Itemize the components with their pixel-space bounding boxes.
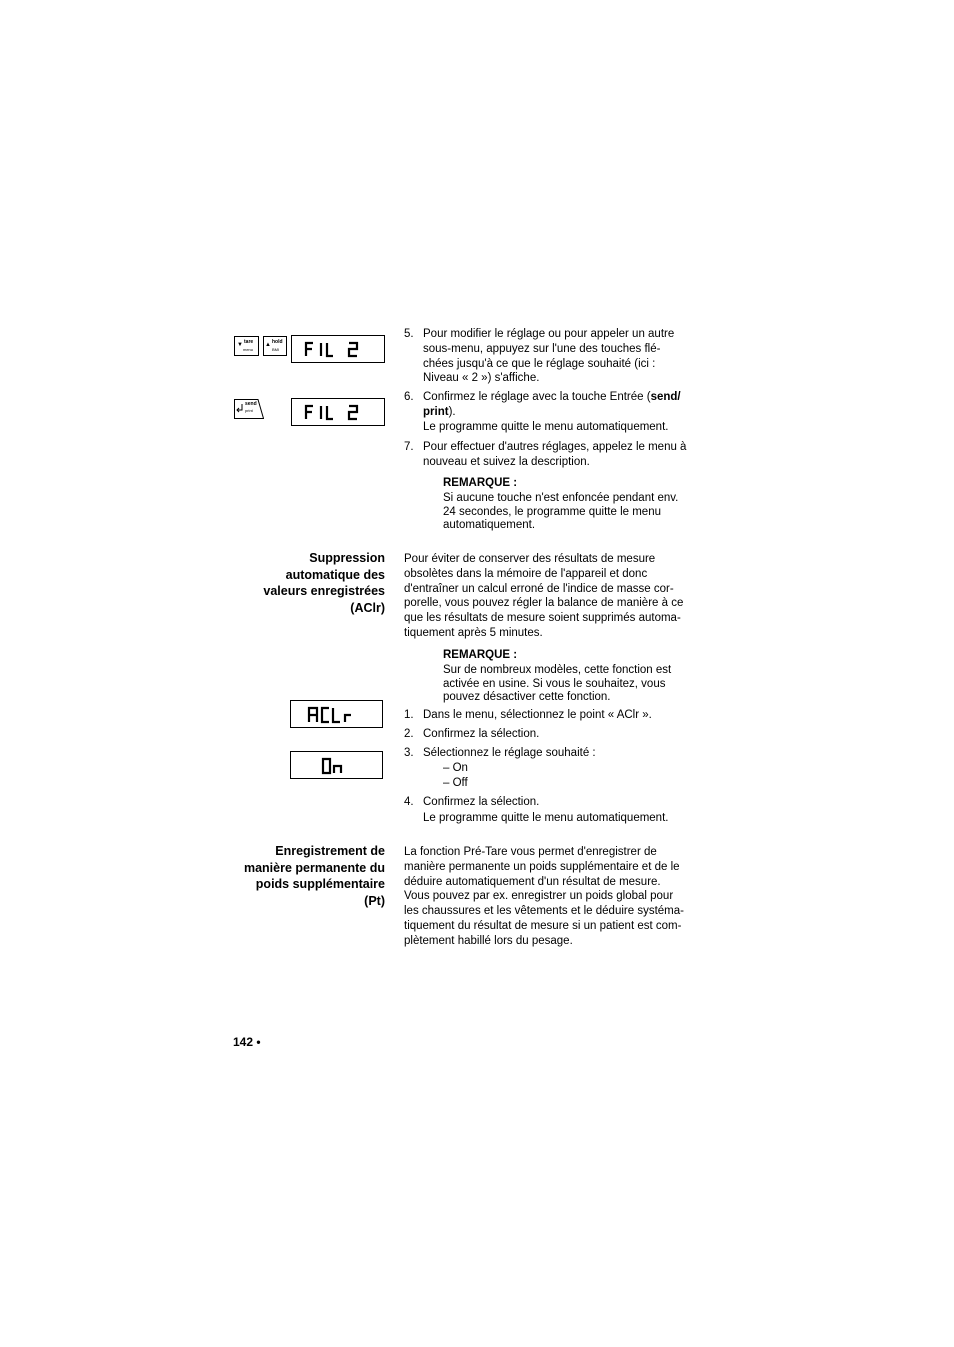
aclr-step-3: 3. Sélectionnez le réglage souhaité : (404, 747, 596, 759)
key-label: hold (272, 339, 283, 345)
step-text-line: chées jusqu'à ce que le réglage souhaité (ici : (423, 357, 656, 370)
enter-key-icon (234, 399, 264, 419)
down-arrow-key-icon (234, 336, 259, 356)
step-text-line: nouveau et suivez la description. (423, 455, 590, 468)
print-key-name: print (423, 405, 449, 418)
segment-digits (291, 752, 384, 780)
lcd-display-on (290, 751, 383, 779)
note-heading: REMARQUE : (443, 649, 518, 661)
section-heading-pt: Enregistrement de manière permanente du poids supplémentaire (Pt) (243, 844, 385, 908)
down-triangle-icon: ▼ (237, 342, 243, 348)
segment-digits (292, 336, 386, 364)
aclr-step-2: 2. Confirmez la sélection. (404, 728, 540, 740)
option-on: – On (443, 762, 468, 774)
up-triangle-icon: ▲ (265, 342, 271, 348)
segment-digits (292, 399, 386, 427)
up-arrow-key-icon (263, 336, 287, 356)
note-heading: REMARQUE : (443, 477, 518, 489)
option-off: – Off (443, 777, 468, 789)
aclr-step-1: 1. Dans le menu, sélectionnez le point « AClr ». (404, 709, 652, 721)
lcd-display-aclr (290, 700, 383, 728)
step-text-line: Niveau « 2 ») s'affiche. (423, 372, 540, 385)
note-body: Si aucune touche n'est enfoncée pendant env. 24 secondes, le programme quitte le menu automatiquement. (443, 492, 679, 532)
step-5 (404, 327, 694, 386)
step-number: 5. (404, 328, 414, 340)
step-6: 6. Confirmez le réglage avec la touche Entrée (send/ print). Le programme quitte le menu automatiquement. (404, 390, 694, 434)
key-sublabel: menu (243, 347, 254, 352)
send-key-name: send/ (650, 391, 681, 403)
key-label: send (245, 401, 257, 407)
segment-digits (291, 701, 384, 729)
key-sublabel: print (245, 408, 253, 413)
step-text-line: Pour effectuer d'autres réglages, appelez le menu à (423, 441, 687, 453)
lcd-display-fil-2-confirmed (291, 398, 385, 426)
step-text: Confirmez le réglage avec la touche Entrée ( (423, 391, 651, 403)
note-body: Sur de nombreux modèles, cette fonction est activée en usine. Si vous le souhaitez, vous pouvez désactiver cette fonction. (443, 664, 672, 704)
step-text-line: Pour modifier le réglage ou pour appeler un autre (423, 328, 675, 340)
lcd-display-fil-2 (291, 335, 385, 363)
pt-paragraph: La fonction Pré-Tare vous permet d'enregistrer de manière permanente un poids supplémentaire et de le déduire automatiquement d'un résultat de mesure. Vous pouvez par ex. enregistrer un poids global pour les chaussures et les vêtements et le déduire systéma- tiquement du résultat de mesure si un patient est com- plètement habillé lors du pesage. (404, 846, 684, 947)
aclr-paragraph: Pour éviter de conserver des résultats de mesure obsolètes dans la mémoire de l'appareil et donc d'entraîner un calcul erroné de l'indice de masse cor- porelle, vous pouvez régler la balance de manière à ce que les résultats de mesure soient supprimés automa- tiquement après 5 minutes. (404, 553, 684, 639)
section-heading-aclr: Suppression automatique des valeurs enregistrées (AClr) (263, 551, 385, 615)
key-label: tare (244, 339, 254, 345)
page-number: 142 • (233, 1035, 261, 1049)
step-7 (404, 440, 694, 470)
key-sublabel: BMI (272, 347, 280, 352)
aclr-step-4: 4. Confirmez la sélection. Le programme quitte le menu automatiquement. (404, 796, 669, 824)
step-text-line: Le programme quitte le menu automatiquement. (423, 420, 669, 433)
step-number: 6. (404, 391, 414, 403)
step-text-line: sous-menu, appuyez sur l'une des touches flé- (423, 342, 661, 355)
step-number: 7. (404, 441, 414, 453)
